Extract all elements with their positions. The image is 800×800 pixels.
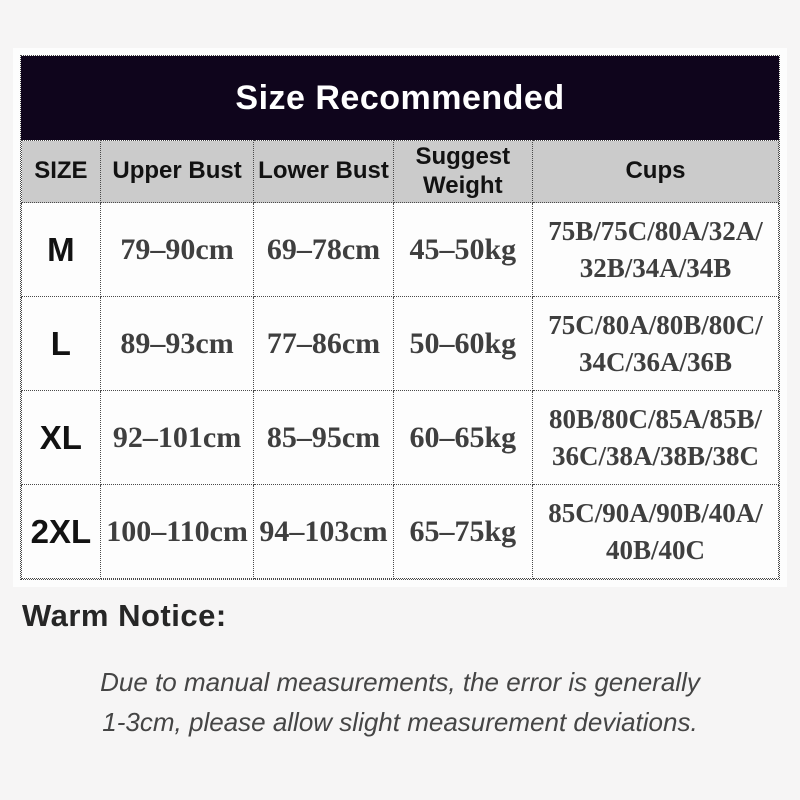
column-header-upper-bust: Upper Bust	[100, 141, 254, 203]
table-row	[22, 203, 779, 297]
table-row	[22, 391, 779, 485]
cups-line2: 36C/38A/38B/38C	[551, 440, 759, 471]
cups-line1: 75C/80A/80B/80C/	[548, 310, 763, 341]
cell-size: 2XL	[22, 485, 101, 579]
cups-line2: 32B/34A/34B	[579, 252, 732, 283]
size-chart-card	[13, 48, 787, 587]
table-row	[22, 485, 779, 579]
cell-suggest-weight: 60–65kg	[393, 391, 532, 485]
column-header-suggest-weight: Suggest Weight	[393, 141, 532, 203]
cell-cups	[532, 485, 778, 579]
size-table	[21, 140, 779, 579]
cups-line2: 34C/36A/36B	[578, 346, 732, 377]
cell-cups	[532, 203, 778, 297]
column-header-size: SIZE	[22, 141, 101, 203]
cell-suggest-weight: 65–75kg	[393, 485, 532, 579]
cell-upper-bust: 79–90cm	[100, 203, 254, 297]
cell-lower-bust: 94–103cm	[254, 485, 393, 579]
cell-cups	[532, 297, 778, 391]
table-row	[22, 297, 779, 391]
size-table-container	[20, 55, 780, 580]
cell-lower-bust: 77–86cm	[254, 297, 393, 391]
cell-suggest-weight: 50–60kg	[393, 297, 532, 391]
header-row	[22, 141, 779, 203]
cell-lower-bust: 85–95cm	[254, 391, 393, 485]
cups-line2: 40B/40C	[605, 534, 705, 565]
cell-cups	[532, 391, 778, 485]
warm-notice-text	[0, 662, 800, 743]
warm-notice-line1: Due to manual measurements, the error is generally	[100, 667, 700, 697]
cell-size: M	[22, 203, 101, 297]
table-title: Size Recommended	[21, 56, 779, 140]
cups-line1: 80B/80C/85A/85B/	[548, 404, 762, 435]
warm-notice-heading: Warm Notice:	[22, 598, 227, 633]
cell-size: XL	[22, 391, 101, 485]
cell-lower-bust: 69–78cm	[254, 203, 393, 297]
cups-line1: 75B/75C/80A/32A/	[548, 216, 763, 247]
cell-upper-bust: 89–93cm	[100, 297, 254, 391]
cell-suggest-weight: 45–50kg	[393, 203, 532, 297]
cups-line1: 85C/90A/90B/40A/	[548, 498, 763, 529]
cell-upper-bust: 100–110cm	[100, 485, 254, 579]
cell-upper-bust: 92–101cm	[100, 391, 254, 485]
column-header-cups: Cups	[532, 141, 778, 203]
column-header-lower-bust: Lower Bust	[254, 141, 393, 203]
cell-size: L	[22, 297, 101, 391]
warm-notice-line2: 1-3cm, please allow slight measurement deviations.	[102, 707, 698, 738]
